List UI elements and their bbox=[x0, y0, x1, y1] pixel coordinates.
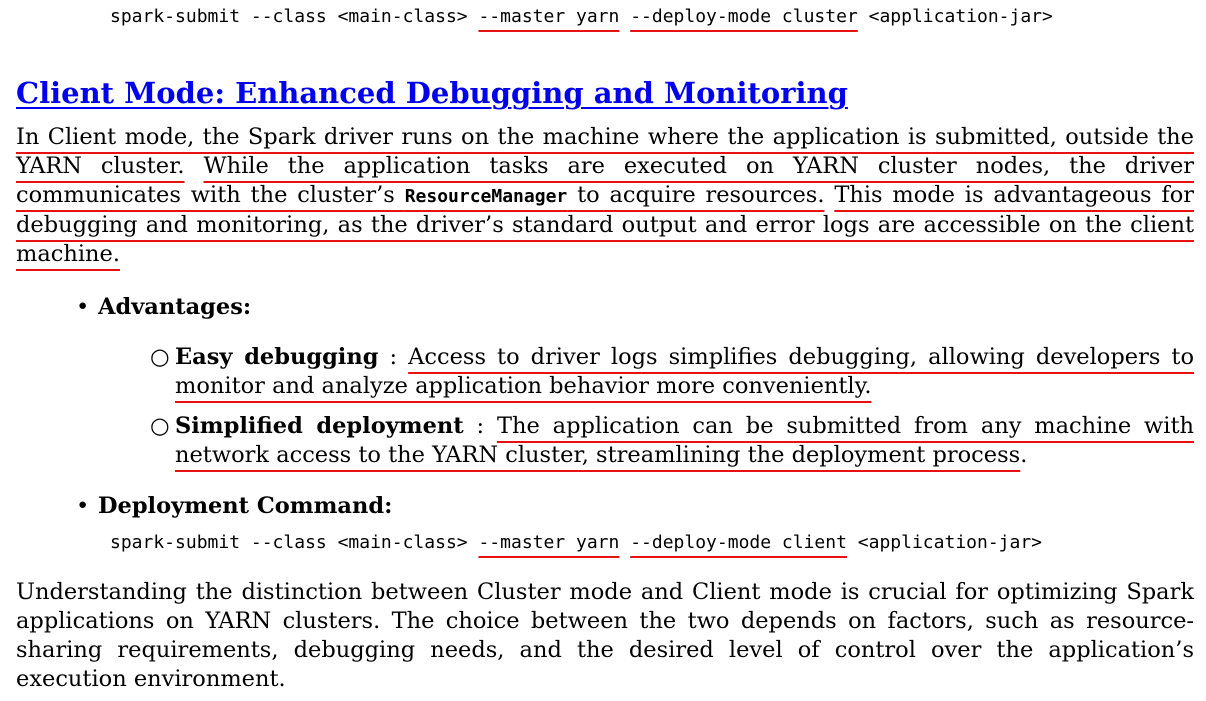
intro-sentence-2-text: While the application tasks are executed on YARN cluster nodes, the driver communicates with the cluster’s bbox=[16, 153, 1195, 208]
intro-sentence-2-end: to acquire resources. bbox=[567, 182, 825, 208]
advantage-item bbox=[175, 343, 1194, 401]
master-flag: --master yarn bbox=[478, 6, 620, 27]
master-flag: --master yarn bbox=[478, 532, 620, 553]
intro-sentence-1: In Client mode, the Spark driver runs on the machine where the application is submitted, outside the YARN cluster. bbox=[16, 124, 1194, 179]
sub-bullet-icon: ○ bbox=[150, 344, 170, 370]
advantage-text: The application can be submitted from any machine with network access to the YARN cluster, streamlining the deployment process bbox=[175, 413, 1195, 468]
sub-bullet-icon: ○ bbox=[150, 413, 170, 439]
command-prefix: spark-submit --class <main-class> bbox=[110, 6, 479, 27]
section-heading-link[interactable]: Client Mode: Enhanced Debugging and Monitoring bbox=[16, 76, 848, 110]
command-suffix: <application-jar> bbox=[846, 532, 1043, 553]
intro-sentence-3: This mode is advantageous for debugging and monitoring, as the driver’s standard output and error logs are accessible on the client machine. bbox=[16, 182, 1195, 267]
advantage-separator: : bbox=[463, 413, 497, 439]
advantage-text: Access to driver logs simplifies debugging, allowing developers to monitor and analyze application behavior more conveniently. bbox=[175, 344, 1195, 399]
deploy-mode-flag: --deploy-mode cluster bbox=[630, 6, 858, 27]
advantage-title: Simplified deployment bbox=[175, 413, 464, 439]
intro-paragraph bbox=[16, 123, 1194, 269]
conclusion-paragraph: Understanding the distinction between Cluster mode and Client mode is crucial for optimizing Spark applications on YARN clusters. The choice between the two depends on factors, such as resource-sharing requirements, debugging needs, and the desired level of control over the application’s execution environment. bbox=[16, 579, 1194, 692]
resource-manager-code: ResourceManager bbox=[404, 186, 568, 207]
bullet-icon: • bbox=[76, 294, 90, 320]
section-heading bbox=[16, 74, 848, 112]
command-suffix: <application-jar> bbox=[857, 6, 1053, 27]
deploy-mode-flag: --deploy-mode client bbox=[630, 532, 847, 553]
advantages-label: Advantages: bbox=[98, 294, 252, 320]
command-prefix: spark-submit --class <main-class> bbox=[110, 532, 479, 553]
advantage-separator: : bbox=[378, 344, 409, 370]
bullet-icon: • bbox=[76, 493, 90, 519]
cluster-mode-command bbox=[110, 7, 1053, 27]
client-mode-command bbox=[110, 533, 1042, 553]
advantage-item bbox=[175, 412, 1194, 470]
advantage-trail: . bbox=[1020, 442, 1028, 468]
deployment-command-label: Deployment Command: bbox=[98, 493, 393, 519]
advantage-title: Easy debugging bbox=[175, 344, 379, 370]
